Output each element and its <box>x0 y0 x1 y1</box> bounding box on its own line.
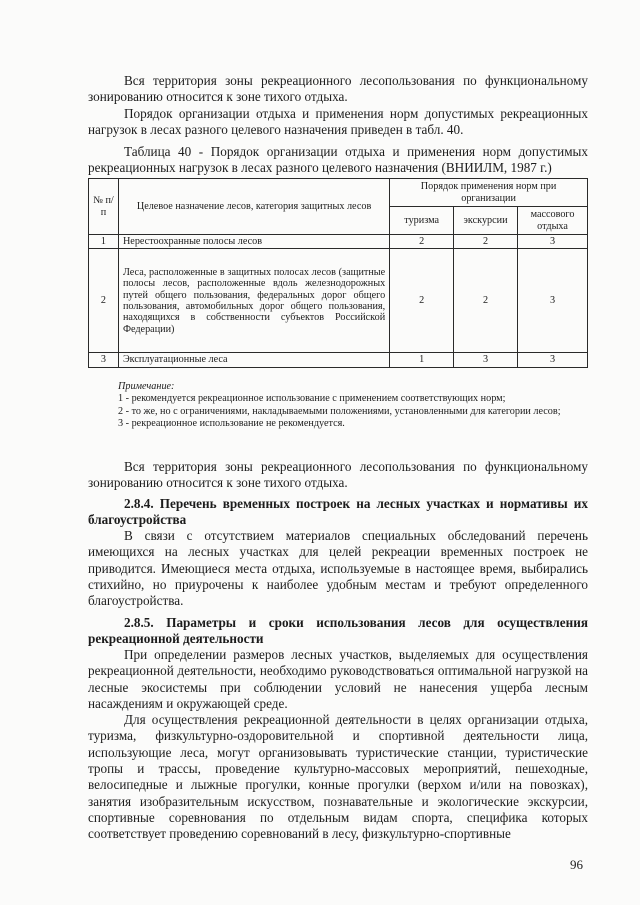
row-excursions: 3 <box>454 353 518 367</box>
row-num: 3 <box>89 353 119 367</box>
header-num: № п/п <box>89 179 119 235</box>
table-row <box>89 235 588 249</box>
header-tourism: туризма <box>390 207 454 235</box>
intro-paragraph: Вся территория зоны рекреационного лесопользования по функциональному зонированию относится к зоне тихого отдыха. <box>88 73 588 105</box>
row-tourism: 2 <box>390 249 454 353</box>
row-excursions: 2 <box>454 235 518 249</box>
recreation-norms-table <box>88 178 588 368</box>
row-tourism: 1 <box>390 353 454 367</box>
header-purpose: Целевое назначение лесов, категория защитных лесов <box>118 179 389 235</box>
order-paragraph: Порядок организации отдыха и применения норм допустимых рекреационных нагрузок в лесах разного целевого назначения приведен в табл. 40. <box>88 105 588 137</box>
intro-block <box>88 73 588 138</box>
table-caption: Таблица 40 - Порядок организации отдыха и применения норм допустимых рекреационных нагрузок в лесах разного целевого назначения (ВНИИЛМ, 1987 г.) <box>88 144 588 175</box>
section-2-8-5-paragraph-2: Для осуществления рекреационной деятельности в целях организации отдыха, туризма, физкультурно-оздоровительной и спортивной деятельности лица, использующие леса, могут организовывать туристические станции, туристические тропы и трассы, проведение культурно-массовых мероприятий, пешеходные, велосипедные и лыжные прогулки, конные прогулки (верхом и/или на повозках), занятия изобразительным искусством, познавательные и экологические экскурсии, спортивные соревнования по отдельным видам спорта, специфика которых соответствует проведению соревнований в лесу, физкультурно-спортивные <box>88 712 588 842</box>
header-order-group: Порядок применения норм при организации <box>390 179 588 207</box>
row-mass: 3 <box>518 249 588 353</box>
section-2-8-4 <box>88 496 588 609</box>
table-caption-block <box>88 144 588 175</box>
section-2-8-5-heading: 2.8.5. Параметры и сроки использования лесов для осуществления рекреационной деятельности <box>88 615 588 646</box>
note-item: 2 - то же, но с ограничениями, накладываемыми положениями, установленными для категории лесов; <box>118 405 561 417</box>
note-item: 1 - рекомендуется рекреационное использование с применением соответствующих норм; <box>118 393 506 405</box>
row-mass: 3 <box>518 235 588 249</box>
repeat-intro-paragraph: Вся территория зоны рекреационного лесопользования по функциональному зонированию относится к зоне тихого отдыха. <box>88 459 588 491</box>
page-number: 96 <box>570 857 583 872</box>
row-purpose: Эксплуатационные леса <box>118 353 389 367</box>
row-num: 2 <box>89 249 119 353</box>
row-mass: 3 <box>518 353 588 367</box>
notes-heading: Примечание: <box>118 381 175 392</box>
section-2-8-5 <box>88 615 588 843</box>
row-excursions: 2 <box>454 249 518 353</box>
row-tourism: 2 <box>390 235 454 249</box>
table-notes <box>118 381 588 430</box>
note-item: 3 - рекреационное использование не рекомендуется. <box>118 417 345 429</box>
table-row <box>89 353 588 367</box>
header-excursions: экскурсии <box>454 207 518 235</box>
row-purpose: Леса, расположенные в защитных полосах лесов (защитные полосы лесов, расположенные вдоль железнодорожных путей общего пользования, федеральных дорог общего пользования, автомобильных дорог общего пользования, находящихся в собственности субъектов Российской Федерации) <box>118 249 389 353</box>
table-row <box>89 249 588 353</box>
page-number-box <box>570 857 583 873</box>
section-2-8-4-heading: 2.8.4. Перечень временных построек на лесных участках и нормативы их благоустройства <box>88 496 588 527</box>
section-2-8-4-paragraph: В связи с отсутствием материалов специальных обследований перечень имеющихся на лесных участках для целей рекреации временных построек не приводится. Имеющиеся места отдыха, используемые в настоящее время, выбирались стихийно, но приурочены к наиболее удобным местам и требуют определенного благоустройства. <box>88 528 588 609</box>
section-2-8-5-paragraph-1: При определении размеров лесных участков, выделяемых для осуществления рекреационной деятельности, необходимо руководствоваться оптимальной нагрузкой на лесные экосистемы при соблюдении условий не нанесения ущерба лесным насаждениям и окружающей среде. <box>88 647 588 711</box>
header-mass-recreation: массового отдыха <box>518 207 588 235</box>
repeat-intro-block <box>88 459 588 492</box>
row-num: 1 <box>89 235 119 249</box>
row-purpose: Нерестоохранные полосы лесов <box>118 235 389 249</box>
